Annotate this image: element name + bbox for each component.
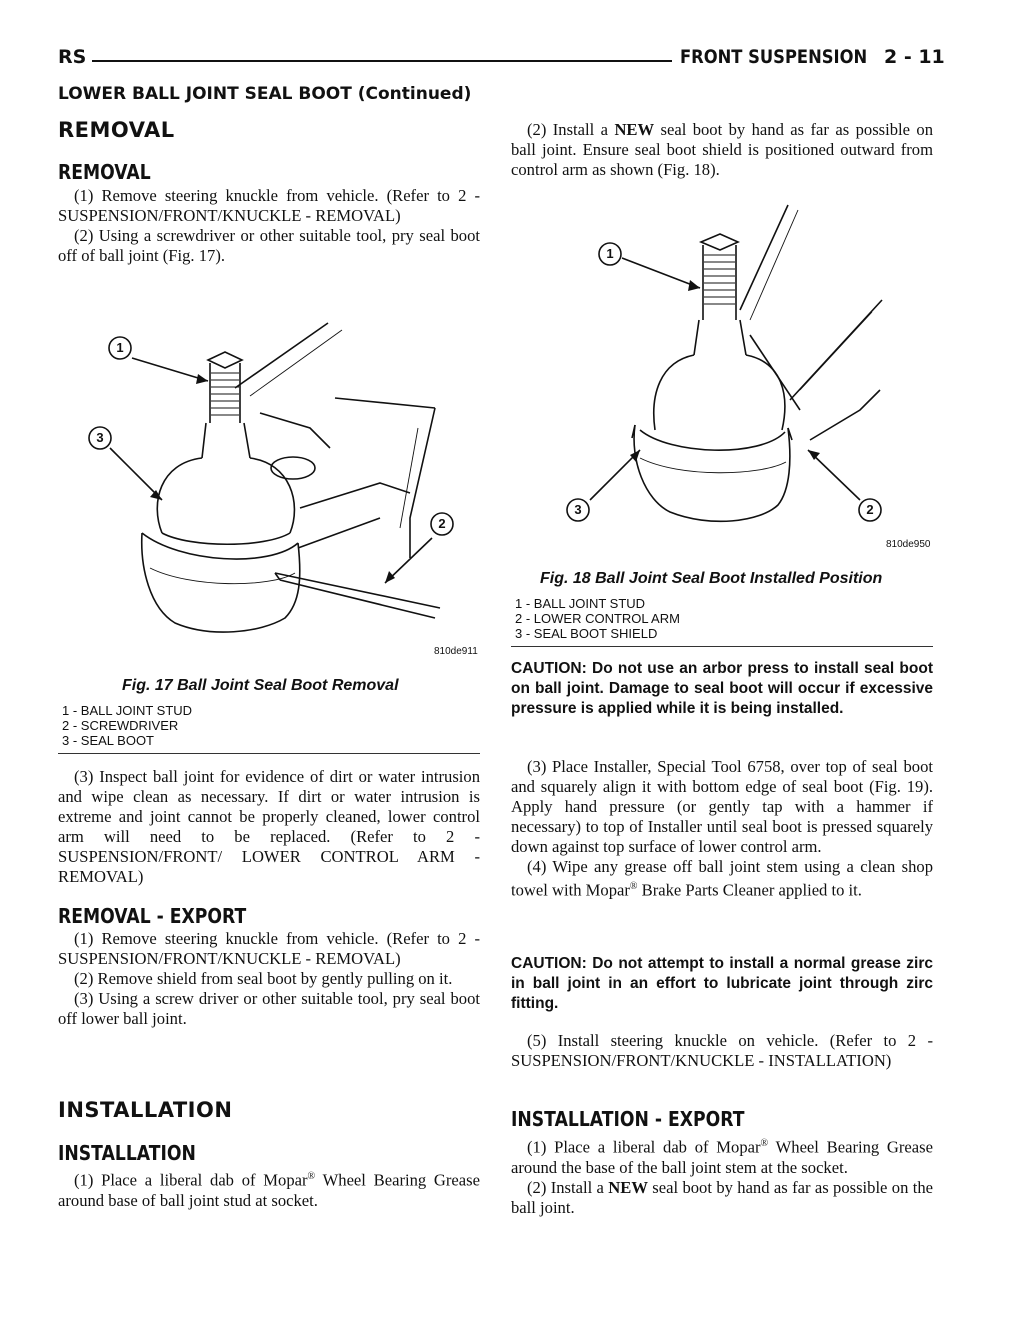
header-chapter-title: FRONT SUSPENSION: [680, 46, 868, 68]
fig18-code: 810de950: [886, 539, 931, 550]
installation-export-step-2-text-b: seal boot by hand as far as possible on the ball joint.: [511, 1177, 934, 1217]
installation-export-step-2-new: NEW: [608, 1177, 648, 1197]
removal-steps: [58, 186, 480, 266]
installation-sub-heading: INSTALLATION: [58, 1141, 196, 1165]
fig18-callout-1: 1: [606, 246, 614, 261]
fig17-legend: [62, 703, 192, 748]
fig17-caption: Fig. 17 Ball Joint Seal Boot Removal: [122, 677, 399, 694]
install-step-2-text-b: seal boot by hand as far as possible on ball joint. Ensure seal boot shield is positioned outward from control arm as shown (Fig. 18).: [511, 120, 933, 179]
fig18-bottom-rule: [511, 646, 933, 647]
fig18-callout-2: 2: [866, 502, 874, 517]
removal-export-step-3: (3) Using a screw driver or other suitable tool, pry seal boot off lower ball joint.: [58, 989, 480, 1028]
fig18-caption: Fig. 18 Ball Joint Seal Boot Installed Position: [540, 570, 883, 587]
registered-mark: ®: [629, 881, 638, 892]
header-section-code: RS: [58, 46, 87, 68]
installation-export-step-1: [511, 1134, 933, 1178]
installation-export-step-2-text-a: (2) Install a: [527, 1177, 609, 1197]
installation-steps: [58, 1167, 480, 1211]
install-step-4-text-b: Brake Parts Cleaner applied to it.: [637, 880, 862, 900]
removal-export-step-2: (2) Remove shield from seal boot by gently pulling on it.: [74, 969, 453, 988]
installation-step-1: [58, 1167, 480, 1211]
header-page-number: 2 - 11: [884, 46, 945, 68]
removal-export-step-1: (1) Remove steering knuckle from vehicle. (Refer to 2 - SUSPENSION/FRONT/KNUCKLE - REMOVAL): [58, 929, 480, 968]
install-step-5-block: [511, 1031, 933, 1071]
removal-export-steps: [58, 929, 480, 1029]
removal-step-3-block: [58, 767, 480, 887]
fig18-callout-3: 3: [574, 502, 582, 517]
installation-export-step-1-text-a: (1) Place a liberal dab of Mopar: [527, 1137, 761, 1157]
removal-step-2: (2) Using a screwdriver or other suitable tool, pry seal boot off of ball joint (Fig. 17).: [58, 226, 480, 265]
install-step-2-block: [511, 120, 933, 180]
fig18-legend-item: 2 - LOWER CONTROL ARM: [515, 611, 680, 626]
removal-export-heading: REMOVAL - EXPORT: [58, 904, 247, 928]
registered-mark: ®: [760, 1138, 769, 1149]
fig18-legend: [515, 596, 680, 641]
caution-arbor-press: CAUTION: Do not use an arbor press to install seal boot on ball joint. Damage to seal boot will occur if excessive pressure is applied while it is being installed.: [511, 660, 933, 717]
fig17-legend-item: 1 - BALL JOINT STUD: [62, 703, 193, 718]
install-step-2: [511, 120, 933, 180]
install-step-5: (5) Install steering knuckle on vehicle. (Refer to 2 - SUSPENSION/FRONT/KNUCKLE - INSTALLATION): [511, 1031, 933, 1070]
page-subtitle: LOWER BALL JOINT SEAL BOOT (Continued): [58, 84, 472, 104]
removal-step-1: (1) Remove steering knuckle from vehicle. (Refer to 2 - SUSPENSION/FRONT/KNUCKLE - REMOVAL): [58, 186, 480, 225]
fig17-illustration: [80, 318, 480, 663]
installation-export-heading: INSTALLATION - EXPORT: [511, 1107, 745, 1131]
fig17-legend-item: 2 - SCREWDRIVER: [62, 718, 179, 733]
install-step-3: (3) Place Installer, Special Tool 6758, over top of seal boot and squarely align it with bottom edge of seal boot (Fig. 19). Apply hand pressure (or gently tap with a hammer if necessary) to top of Installer until seal boot is pressed squarely down against top surface of lower control arm.: [511, 757, 933, 856]
install-step-4: [511, 857, 933, 901]
installation-export-step-2: [511, 1178, 933, 1218]
fig18-illustration: [560, 200, 940, 540]
install-steps-3-4: [511, 757, 933, 901]
install-step-4-text-a: (4) Wipe any grease off ball joint stem using a clean shop towel with Mopar: [511, 857, 933, 900]
removal-sub-heading: REMOVAL: [58, 160, 151, 184]
fig17-bottom-rule: [58, 753, 480, 754]
install-step-2-new: NEW: [614, 120, 655, 139]
installation-step-1-text-b: Wheel Bearing Grease around base of ball joint stud at socket.: [58, 1170, 480, 1210]
installation-step-1-text-a: (1) Place a liberal dab of Mopar: [74, 1170, 308, 1190]
registered-mark: ®: [307, 1171, 316, 1182]
installation-main-heading: INSTALLATION: [58, 1098, 233, 1122]
header-rule: [92, 60, 672, 62]
fig18-legend-item: 1 - BALL JOINT STUD: [515, 596, 646, 611]
fig17-callout-2: 2: [438, 516, 446, 531]
installation-export-step-1-text-b: Wheel Bearing Grease around the base of the ball joint stem at the socket.: [511, 1137, 933, 1177]
removal-step-3: (3) Inspect ball joint for evidence of dirt or water intrusion and wipe clean as necessary. If dirt or water intrusion is extreme and joint cannot be properly cleaned, lower control arm will need to be replaced. (Refer to 2 - SUSPENSION/FRONT/ LOWER CONTROL ARM - REMOVAL): [58, 767, 480, 886]
fig17-code: 810de911: [434, 646, 478, 657]
installation-export-steps: [511, 1134, 933, 1218]
caution-grease-zirc: CAUTION: Do not attempt to install a normal grease zirc in ball joint in an effort to lubricate joint through zirc fitting.: [511, 955, 933, 1012]
fig17-legend-item: 3 - SEAL BOOT: [62, 733, 154, 748]
removal-main-heading: REMOVAL: [58, 118, 175, 142]
install-step-2-text-a: (2) Install a: [527, 120, 615, 139]
fig17-callout-1: 1: [116, 340, 124, 355]
fig18-legend-item: 3 - SEAL BOOT SHIELD: [515, 626, 658, 641]
fig17-callout-3: 3: [96, 430, 104, 445]
